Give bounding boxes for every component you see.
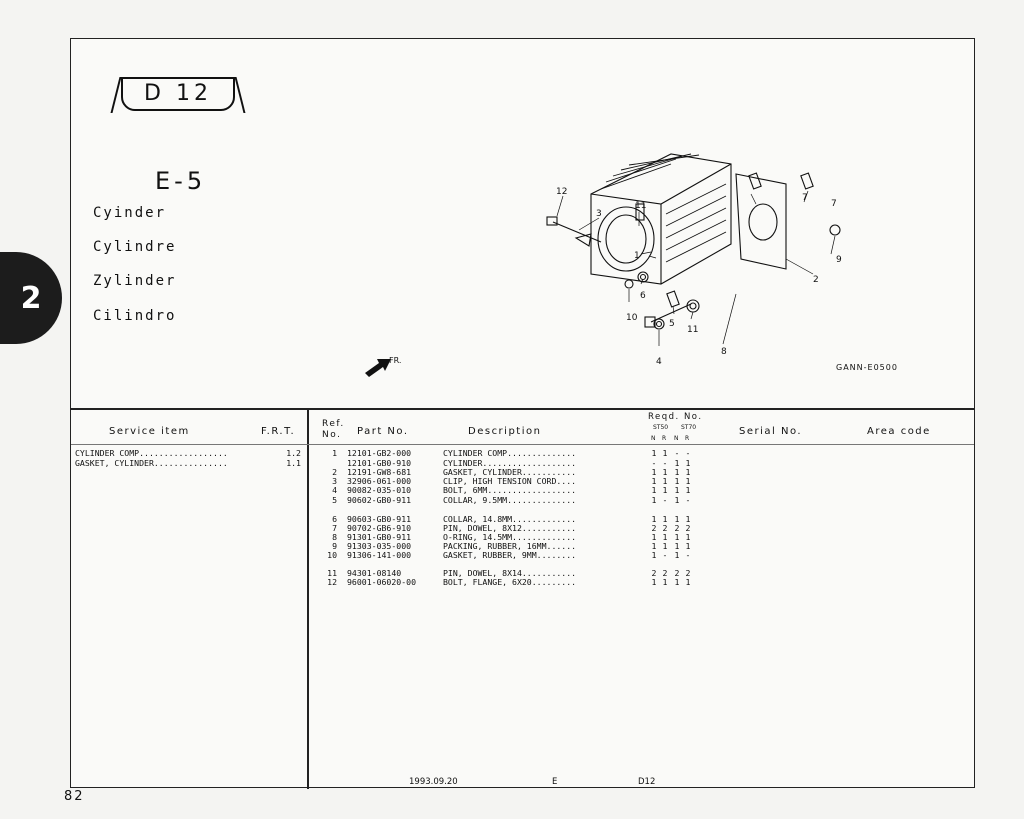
part-number: 91303-035-000 bbox=[347, 541, 412, 551]
footer-code: D12 bbox=[638, 777, 656, 787]
part-qty: 2 bbox=[662, 568, 668, 578]
part-qty: 2 bbox=[651, 568, 657, 578]
part-qty: 2 bbox=[662, 523, 668, 533]
part-qty: 1 bbox=[651, 476, 657, 486]
part-ref-no: 4 bbox=[332, 485, 337, 495]
reqd-model-st50: ST50 bbox=[653, 424, 669, 431]
part-ref-no: 6 bbox=[332, 514, 337, 524]
part-qty: 1 bbox=[651, 550, 657, 560]
name-english: Cyinder bbox=[93, 205, 167, 221]
part-description: GASKET, RUBBER, 9MM........ bbox=[443, 550, 577, 560]
part-qty: 1 bbox=[651, 485, 657, 495]
part-qty: 1 bbox=[651, 514, 657, 524]
part-qty: 1 bbox=[674, 532, 680, 542]
part-qty: 1 bbox=[651, 495, 657, 505]
header-rule bbox=[71, 444, 974, 445]
parts-page-frame bbox=[70, 38, 975, 788]
part-qty: 1 bbox=[685, 541, 691, 551]
name-spanish: Cilindro bbox=[93, 308, 177, 324]
part-qty: - bbox=[662, 458, 668, 468]
part-description: BOLT, FLANGE, 6X20......... bbox=[443, 577, 577, 587]
header-serial-no: Serial No. bbox=[739, 426, 803, 437]
part-qty: 1 bbox=[685, 577, 691, 587]
part-ref-no: 11 bbox=[327, 568, 337, 578]
service-item-row bbox=[75, 448, 301, 458]
part-qty: 1 bbox=[651, 532, 657, 542]
callout-7a: 7 bbox=[802, 193, 808, 203]
part-qty: 1 bbox=[674, 458, 680, 468]
part-number: 90602-GB0-911 bbox=[347, 495, 412, 505]
chapter-tab bbox=[0, 252, 62, 344]
footer-letter: E bbox=[552, 777, 558, 787]
part-qty: 1 bbox=[674, 476, 680, 486]
service-item-row bbox=[75, 458, 301, 468]
reqd-model-st70: ST70 bbox=[681, 424, 697, 431]
reqd-sub-n1: N bbox=[651, 435, 656, 442]
part-ref-no: 12 bbox=[327, 577, 337, 587]
part-description: O-RING, 14.5MM............. bbox=[443, 532, 577, 542]
part-ref-no: 8 bbox=[332, 532, 337, 542]
callout-11a: 11 bbox=[635, 201, 647, 211]
part-qty: - bbox=[674, 448, 680, 458]
part-description: COLLAR, 9.5MM.............. bbox=[443, 495, 577, 505]
part-description: COLLAR, 14.8MM............. bbox=[443, 514, 577, 524]
callout-3: 3 bbox=[596, 209, 602, 219]
part-qty: 1 bbox=[651, 467, 657, 477]
part-qty: 2 bbox=[651, 523, 657, 533]
part-qty: 1 bbox=[674, 485, 680, 495]
name-german: Zylinder bbox=[93, 273, 177, 289]
callout-11b: 5 bbox=[669, 319, 675, 329]
part-qty: 2 bbox=[674, 568, 680, 578]
part-ref-no: 5 bbox=[332, 495, 337, 505]
part-qty: 1 bbox=[662, 514, 668, 524]
front-direction-arrow bbox=[361, 351, 411, 379]
part-qty: 1 bbox=[662, 467, 668, 477]
header-service-item: Service item bbox=[109, 426, 190, 437]
part-description: PACKING, RUBBER, 16MM...... bbox=[443, 541, 577, 551]
part-number: 32906-061-000 bbox=[347, 476, 412, 486]
part-qty: 1 bbox=[662, 541, 668, 551]
callout-4: 8 bbox=[721, 347, 727, 357]
part-qty: 1 bbox=[685, 458, 691, 468]
callout-7b: 7 bbox=[831, 199, 837, 209]
header-part-no: Part No. bbox=[357, 426, 409, 437]
service-item-name: GASKET, CYLINDER............... bbox=[75, 458, 228, 468]
part-qty: 1 bbox=[651, 541, 657, 551]
part-qty: 2 bbox=[685, 568, 691, 578]
part-ref-no: 2 bbox=[332, 467, 337, 477]
part-number: 94301-08140 bbox=[347, 568, 402, 578]
part-ref-no: 9 bbox=[332, 541, 337, 551]
part-ref-no: 3 bbox=[332, 476, 337, 486]
part-qty: 1 bbox=[685, 476, 691, 486]
part-description: PIN, DOWEL, 8X12........... bbox=[443, 523, 577, 533]
part-number: 91306-141-000 bbox=[347, 550, 412, 560]
part-qty: 1 bbox=[674, 495, 680, 505]
part-qty: 1 bbox=[651, 448, 657, 458]
part-qty: - bbox=[651, 458, 657, 468]
figure-code: GANN-E0500 bbox=[836, 363, 898, 372]
part-qty: 1 bbox=[662, 577, 668, 587]
part-description: CYLINDER COMP.............. bbox=[443, 448, 577, 458]
callout-9: 9 bbox=[836, 255, 842, 265]
chapter-number: 2 bbox=[20, 280, 42, 316]
footer-date: 1993.09.20 bbox=[409, 777, 458, 787]
part-qty: - bbox=[662, 550, 668, 560]
part-qty: 2 bbox=[685, 523, 691, 533]
header-description: Description bbox=[468, 426, 542, 437]
part-qty: 1 bbox=[651, 577, 657, 587]
part-qty: 1 bbox=[685, 514, 691, 524]
section-code-box: D 12 bbox=[121, 77, 235, 111]
part-qty: 1 bbox=[674, 550, 680, 560]
part-number: 96001-06020-00 bbox=[347, 577, 417, 587]
part-description: GASKET, CYLINDER........... bbox=[443, 467, 577, 477]
callout-2: 2 bbox=[813, 275, 819, 285]
part-qty: - bbox=[685, 550, 691, 560]
header-frt: F.R.T. bbox=[261, 426, 296, 437]
callout-5: 10 bbox=[626, 313, 638, 323]
gasket-outline bbox=[736, 174, 786, 269]
callout-12: 12 bbox=[556, 187, 568, 197]
part-qty: 1 bbox=[685, 467, 691, 477]
table-top-rule bbox=[71, 408, 974, 410]
part-description: BOLT, 6MM.................. bbox=[443, 485, 577, 495]
header-reqd-no: Reqd. No. bbox=[648, 412, 703, 422]
callout-6: 4 bbox=[656, 357, 662, 367]
fr-label: FR. bbox=[389, 356, 402, 365]
reqd-sub-r1: R bbox=[662, 435, 667, 442]
column-rule-service bbox=[307, 408, 309, 789]
header-area-code: Area code bbox=[867, 426, 931, 437]
part-qty: - bbox=[662, 495, 668, 505]
part-qty: 1 bbox=[662, 476, 668, 486]
callout-1: 1 bbox=[634, 251, 640, 261]
part-qty: 1 bbox=[674, 577, 680, 587]
exploded-diagram bbox=[451, 134, 842, 374]
part-qty: 1 bbox=[662, 485, 668, 495]
part-qty: 1 bbox=[685, 485, 691, 495]
service-item-name: CYLINDER COMP.................. bbox=[75, 448, 228, 458]
part-number: 12191-GW8-681 bbox=[347, 467, 412, 477]
part-qty: - bbox=[685, 495, 691, 505]
part-qty: - bbox=[685, 448, 691, 458]
part-number: 12101-GB2-000 bbox=[347, 448, 412, 458]
callout-8: 11 bbox=[687, 325, 699, 335]
part-qty: 1 bbox=[674, 541, 680, 551]
reqd-sub-r2: R bbox=[685, 435, 690, 442]
part-description: PIN, DOWEL, 8X14........... bbox=[443, 568, 577, 578]
callout-10: 6 bbox=[640, 291, 646, 301]
service-item-frt: 1.1 bbox=[286, 458, 301, 468]
part-qty: 1 bbox=[685, 532, 691, 542]
part-ref-no: 7 bbox=[332, 523, 337, 533]
part-number: 12101-GB0-910 bbox=[347, 458, 412, 468]
header-ref-no: Ref. No. bbox=[322, 419, 345, 440]
part-number: 90603-GB0-911 bbox=[347, 514, 412, 524]
name-french: Cylindre bbox=[93, 239, 177, 255]
section-title: E-5 bbox=[155, 167, 207, 195]
part-number: 90702-GB6-910 bbox=[347, 523, 412, 533]
page-number: 82 bbox=[64, 789, 85, 804]
part-qty: 2 bbox=[674, 523, 680, 533]
reqd-sub-n2: N bbox=[674, 435, 679, 442]
part-number: 90082-035-010 bbox=[347, 485, 412, 495]
part-description: CYLINDER................... bbox=[443, 458, 577, 468]
part-ref-no: 10 bbox=[327, 550, 337, 560]
part-qty: 1 bbox=[662, 532, 668, 542]
part-qty: 1 bbox=[674, 514, 680, 524]
service-item-frt: 1.2 bbox=[286, 448, 301, 458]
part-qty: 1 bbox=[674, 467, 680, 477]
part-ref-no: 1 bbox=[332, 448, 337, 458]
part-number: 91301-GB0-911 bbox=[347, 532, 412, 542]
part-qty: 1 bbox=[662, 448, 668, 458]
part-description: CLIP, HIGH TENSION CORD.... bbox=[443, 476, 577, 486]
